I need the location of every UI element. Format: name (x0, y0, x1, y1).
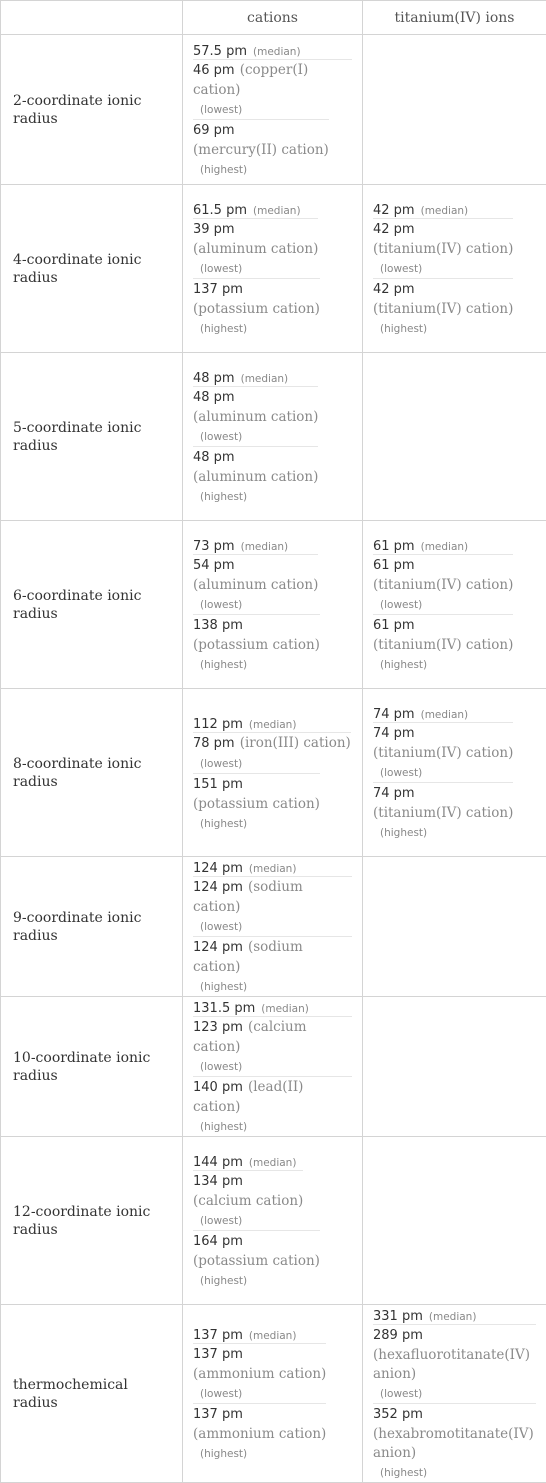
titanium-cell-empty (363, 857, 546, 997)
table-row (1, 997, 546, 1137)
lowest-tag: (lowest) (193, 104, 242, 116)
lowest-source: (calcium cation) (193, 1019, 307, 1055)
highest-source: (titanium(IV) cation) (373, 805, 513, 821)
row-label: 2-coordinate ionic radius (1, 35, 183, 185)
median-value: 74 pm (373, 707, 415, 722)
cations-cell (183, 857, 363, 997)
highest-entry (193, 936, 352, 996)
lowest-source: (copper(I) cation) (193, 62, 308, 98)
lowest-value: 134 pm (193, 1174, 243, 1189)
table-row (1, 185, 546, 353)
highest-value: 61 pm (373, 618, 415, 633)
titanium-cell-empty (363, 35, 546, 185)
highest-tag: (highest) (193, 818, 247, 830)
table-row (1, 689, 546, 857)
lowest-source: (iron(III) cation) (240, 735, 351, 751)
lowest-entry (193, 1170, 303, 1230)
median-tag: (median) (243, 719, 297, 731)
highest-value: 137 pm (193, 1407, 243, 1422)
median-value: 144 pm (193, 1155, 243, 1170)
highest-source: (potassium cation) (193, 637, 320, 653)
lowest-value: 123 pm (193, 1020, 243, 1035)
lowest-source: (calcium cation) (193, 1193, 303, 1209)
titanium-cell-empty (363, 353, 546, 521)
lowest-value: 137 pm (193, 1347, 243, 1362)
highest-source: (hexabromotitanate(IV) anion) (373, 1426, 534, 1461)
highest-entry (373, 1403, 536, 1482)
median-value: 57.5 pm (193, 44, 247, 59)
header-row (1, 1, 546, 35)
highest-value: 137 pm (193, 282, 243, 297)
median-entry (193, 40, 301, 59)
lowest-tag: (lowest) (373, 263, 422, 275)
median-value: 73 pm (193, 539, 235, 554)
row-label: 8-coordinate ionic radius (1, 689, 183, 857)
highest-tag: (highest) (193, 1121, 247, 1133)
highest-entry (193, 1076, 352, 1136)
median-entry (373, 535, 468, 554)
lowest-tag: (lowest) (193, 758, 242, 770)
lowest-entry (193, 1016, 352, 1076)
row-label: 5-coordinate ionic radius (1, 353, 183, 521)
median-entry (193, 997, 309, 1016)
highest-source: (potassium cation) (193, 796, 320, 812)
lowest-entry (193, 386, 318, 446)
highest-value: 140 pm (193, 1080, 243, 1095)
titanium-cell (363, 521, 546, 689)
median-entry (193, 367, 288, 386)
cations-cell (183, 1305, 363, 1483)
median-value: 112 pm (193, 717, 243, 732)
lowest-entry (373, 1324, 536, 1403)
highest-source: (lead(II) cation) (193, 1079, 303, 1115)
row-label: 10-coordinate ionic radius (1, 997, 183, 1137)
highest-tag: (highest) (373, 827, 427, 839)
titanium-cell-empty (363, 1137, 546, 1305)
lowest-entry (193, 876, 352, 936)
row-label: thermochemical radius (1, 1305, 183, 1483)
highest-value: 352 pm (373, 1407, 423, 1422)
median-tag: (median) (235, 373, 289, 385)
highest-source: (mercury(II) cation) (193, 142, 329, 158)
median-tag: (median) (415, 709, 469, 721)
median-tag: (median) (247, 205, 301, 217)
titanium-cell (363, 689, 546, 857)
highest-tag: (highest) (193, 1275, 247, 1287)
lowest-value: 46 pm (193, 63, 235, 78)
lowest-entry (193, 732, 351, 773)
median-entry (373, 199, 468, 218)
median-entry (193, 857, 296, 876)
cations-cell (183, 521, 363, 689)
lowest-tag: (lowest) (373, 1388, 422, 1400)
titanium-cell (363, 1305, 546, 1483)
lowest-value: 48 pm (193, 390, 235, 405)
lowest-tag: (lowest) (193, 263, 242, 275)
highest-source: (titanium(IV) cation) (373, 301, 513, 317)
median-value: 331 pm (373, 1309, 423, 1324)
lowest-source: (aluminum cation) (193, 409, 318, 425)
row-label: 12-coordinate ionic radius (1, 1137, 183, 1305)
lowest-tag: (lowest) (193, 1388, 242, 1400)
median-value: 137 pm (193, 1328, 243, 1343)
highest-tag: (highest) (373, 659, 427, 671)
median-value: 61 pm (373, 539, 415, 554)
median-value: 42 pm (373, 203, 415, 218)
highest-tag: (highest) (193, 164, 247, 176)
lowest-entry (373, 554, 513, 614)
lowest-entry (373, 218, 513, 278)
highest-source: (sodium cation) (193, 939, 303, 975)
median-tag: (median) (415, 205, 469, 217)
header-cell-corner (1, 1, 183, 35)
highest-entry (193, 278, 320, 338)
lowest-value: 289 pm (373, 1328, 423, 1343)
lowest-tag: (lowest) (193, 599, 242, 611)
highest-tag: (highest) (193, 659, 247, 671)
highest-source: (titanium(IV) cation) (373, 637, 513, 653)
lowest-value: 124 pm (193, 880, 243, 895)
highest-source: (ammonium cation) (193, 1426, 326, 1442)
highest-tag: (highest) (193, 1448, 247, 1460)
lowest-source: (sodium cation) (193, 879, 303, 915)
median-value: 124 pm (193, 861, 243, 876)
highest-value: 138 pm (193, 618, 243, 633)
titanium-cell (363, 185, 546, 353)
lowest-tag: (lowest) (193, 1215, 242, 1227)
highest-source: (aluminum cation) (193, 469, 318, 485)
lowest-source: (aluminum cation) (193, 577, 318, 593)
table-row (1, 35, 546, 185)
lowest-entry (193, 218, 318, 278)
median-entry (193, 1324, 296, 1343)
median-entry (373, 703, 468, 722)
lowest-value: 74 pm (373, 726, 415, 741)
highest-value: 124 pm (193, 940, 243, 955)
median-tag: (median) (247, 46, 301, 58)
cations-cell (183, 353, 363, 521)
highest-tag: (highest) (373, 323, 427, 335)
row-label: 4-coordinate ionic radius (1, 185, 183, 353)
cations-cell (183, 185, 363, 353)
highest-entry (193, 446, 318, 506)
highest-value: 42 pm (373, 282, 415, 297)
highest-tag: (highest) (193, 323, 247, 335)
lowest-tag: (lowest) (193, 921, 242, 933)
highest-entry (373, 278, 513, 338)
lowest-value: 78 pm (193, 736, 235, 751)
lowest-tag: (lowest) (193, 1061, 242, 1073)
lowest-entry (193, 554, 318, 614)
lowest-tag: (lowest) (193, 431, 242, 443)
highest-value: 151 pm (193, 777, 243, 792)
lowest-source: (titanium(IV) cation) (373, 241, 513, 257)
lowest-tag: (lowest) (373, 599, 422, 611)
median-tag: (median) (423, 1311, 477, 1323)
table-row (1, 1305, 546, 1483)
header-cell-cations: cations (183, 1, 363, 35)
median-entry (193, 535, 288, 554)
highest-entry (193, 773, 320, 833)
cations-cell (183, 1137, 363, 1305)
lowest-entry (193, 1343, 326, 1403)
lowest-source: (titanium(IV) cation) (373, 745, 513, 761)
highest-tag: (highest) (373, 1467, 427, 1479)
median-entry (193, 199, 301, 218)
median-entry (373, 1305, 476, 1324)
highest-entry (193, 1230, 320, 1290)
header-cell-titanium-ions: titanium(IV) ions (363, 1, 546, 35)
highest-entry (193, 614, 320, 674)
median-entry (193, 1151, 296, 1170)
table-row (1, 1137, 546, 1305)
table-row (1, 521, 546, 689)
highest-entry (193, 1403, 326, 1463)
lowest-source: (ammonium cation) (193, 1366, 326, 1382)
highest-value: 164 pm (193, 1234, 243, 1249)
highest-source: (potassium cation) (193, 301, 320, 317)
row-label: 9-coordinate ionic radius (1, 857, 183, 997)
median-tag: (median) (243, 1330, 297, 1342)
lowest-source: (aluminum cation) (193, 241, 318, 257)
lowest-value: 54 pm (193, 558, 235, 573)
table-row (1, 353, 546, 521)
row-label: 6-coordinate ionic radius (1, 521, 183, 689)
highest-entry (193, 119, 329, 179)
cations-cell (183, 689, 363, 857)
highest-value: 69 pm (193, 123, 235, 138)
median-tag: (median) (235, 541, 289, 553)
highest-tag: (highest) (193, 491, 247, 503)
lowest-entry (373, 722, 513, 782)
highest-value: 48 pm (193, 450, 235, 465)
median-entry (193, 713, 296, 732)
lowest-value: 42 pm (373, 222, 415, 237)
highest-source: (potassium cation) (193, 1253, 320, 1269)
lowest-value: 61 pm (373, 558, 415, 573)
median-tag: (median) (243, 1157, 297, 1169)
median-value: 61.5 pm (193, 203, 247, 218)
highest-entry (373, 614, 513, 674)
median-value: 48 pm (193, 371, 235, 386)
lowest-entry (193, 59, 352, 119)
highest-value: 74 pm (373, 786, 415, 801)
cations-cell (183, 35, 363, 185)
lowest-source: (titanium(IV) cation) (373, 577, 513, 593)
median-tag: (median) (415, 541, 469, 553)
median-value: 131.5 pm (193, 1001, 255, 1016)
median-tag: (median) (243, 863, 297, 875)
cations-cell (183, 997, 363, 1137)
lowest-value: 39 pm (193, 222, 235, 237)
lowest-tag: (lowest) (373, 767, 422, 779)
titanium-cell-empty (363, 997, 546, 1137)
highest-tag: (highest) (193, 981, 247, 993)
table-row (1, 857, 546, 997)
median-tag: (median) (255, 1003, 309, 1015)
lowest-source: (hexafluorotitanate(IV) anion) (373, 1347, 530, 1382)
highest-entry (373, 782, 513, 842)
